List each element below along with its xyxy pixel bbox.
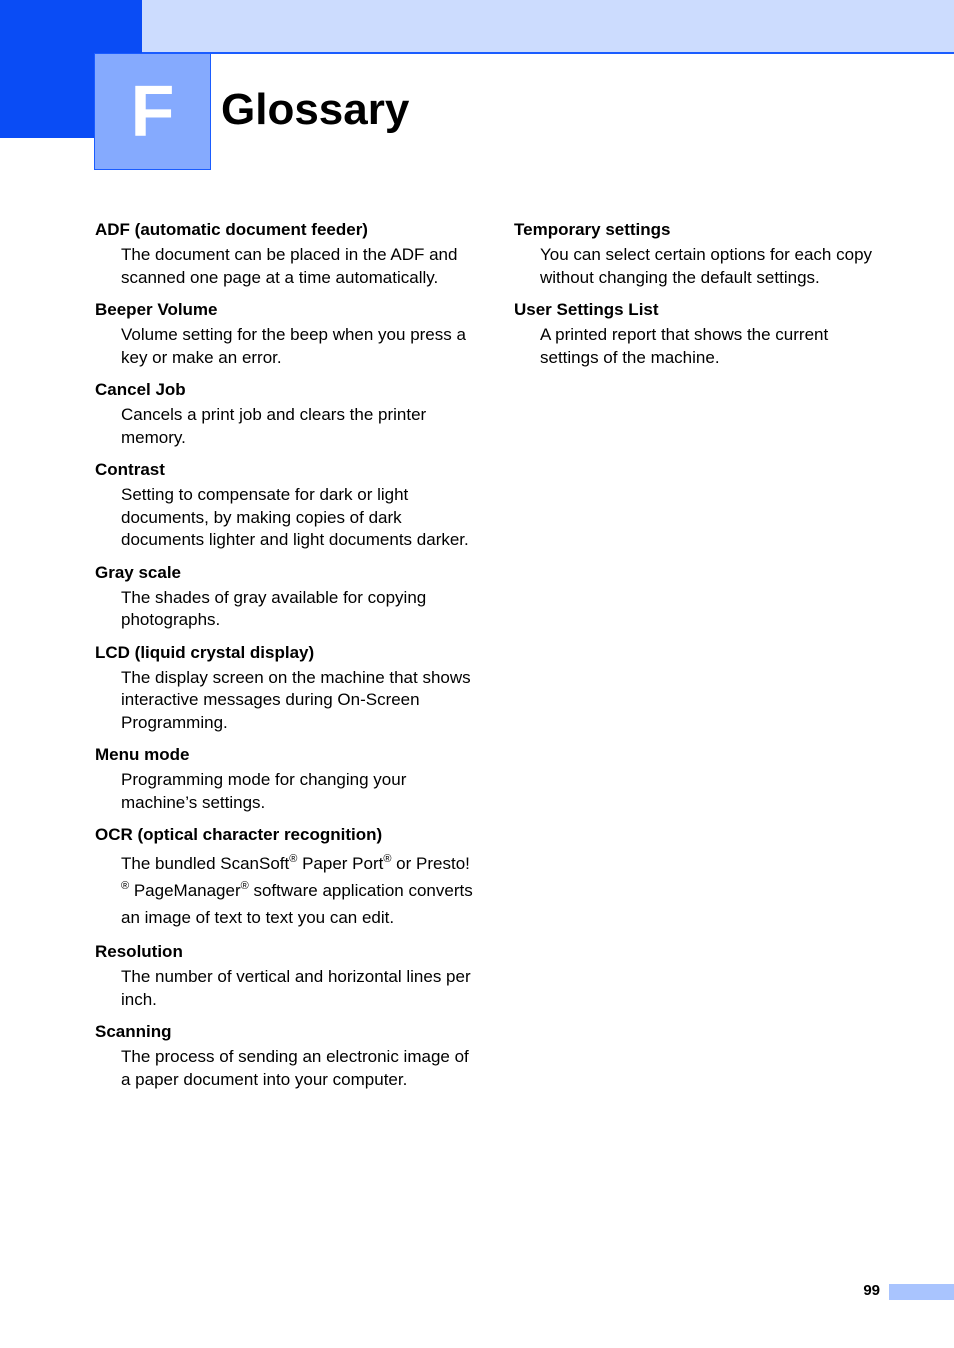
glossary-definition: You can select certain options for each copy without changing the default settings. (540, 245, 873, 287)
registered-mark: ® (121, 880, 130, 892)
glossary-column-right (514, 218, 874, 378)
glossary-term: Scanning (95, 1022, 172, 1041)
glossary-term: Resolution (95, 942, 183, 961)
ocr-text-2: Paper Port (297, 854, 384, 873)
glossary-entry-menu-mode (95, 743, 475, 814)
page-title: Glossary (221, 85, 410, 134)
glossary-term: Temporary settings (514, 220, 671, 239)
glossary-entry-contrast (95, 458, 475, 552)
glossary-definition: Setting to compensate for dark or light documents, by making copies of dark documents lighter and light documents darker. (121, 485, 469, 549)
glossary-entry-gray-scale (95, 561, 475, 632)
glossary-term: Beeper Volume (95, 300, 218, 319)
ocr-text-3: or Presto! (391, 854, 470, 873)
glossary-definition: The number of vertical and horizontal lines per inch. (121, 967, 471, 1009)
glossary-entry-adf (95, 218, 475, 289)
glossary-term: Cancel Job (95, 380, 186, 399)
glossary-entry-lcd (95, 641, 475, 735)
header-band (0, 0, 954, 54)
glossary-definition: The process of sending an electronic image of a paper document into your computer. (121, 1047, 469, 1089)
glossary-definition: The shades of gray available for copying photographs. (121, 587, 427, 629)
glossary-definition: Programming mode for changing your machine’s settings. (121, 770, 407, 812)
registered-mark: ® (240, 880, 249, 892)
glossary-definition: Cancels a print job and clears the printer memory. (121, 405, 427, 447)
glossary-term: ADF (automatic document feeder) (95, 220, 368, 239)
ocr-text-4: PageManager (129, 881, 241, 900)
glossary-entry-beeper-volume (95, 298, 475, 369)
ocr-text-1: The bundled ScanSoft (121, 854, 290, 873)
registered-mark: ® (383, 853, 392, 865)
glossary-entry-user-settings-list (514, 298, 874, 369)
glossary-term: Menu mode (95, 745, 190, 764)
glossary-definition: The display screen on the machine that shows interactive messages during On-Screen Programming. (121, 667, 471, 732)
glossary-column-left (95, 218, 475, 1100)
glossary-term: User Settings List (514, 300, 659, 319)
glossary-entry-scanning (95, 1020, 475, 1091)
glossary-definition: Volume setting for the beep when you press a key or make an error. (121, 325, 466, 367)
glossary-definition: The document can be placed in the ADF and scanned one page at a time automatically. (121, 245, 458, 287)
glossary-term: Gray scale (95, 562, 182, 582)
glossary-definition (121, 850, 475, 931)
registered-mark: ® (289, 853, 298, 865)
glossary-entry-cancel-job (95, 378, 475, 449)
glossary-definition: A printed report that shows the current settings of the machine. (540, 325, 829, 367)
glossary-term: LCD (liquid crystal display) (95, 642, 315, 662)
glossary-entry-resolution (95, 940, 475, 1011)
glossary-entry-temporary-settings (514, 218, 874, 289)
ocr-text-5: software application converts an image of text to text you can edit. (121, 881, 473, 927)
glossary-entry-ocr (95, 823, 475, 931)
chapter-letter: F (94, 53, 211, 170)
page-tab-marker (889, 1284, 954, 1300)
glossary-term: OCR (optical character recognition) (95, 825, 383, 844)
page-number: 99 (863, 1282, 880, 1299)
glossary-term: Contrast (95, 460, 165, 479)
